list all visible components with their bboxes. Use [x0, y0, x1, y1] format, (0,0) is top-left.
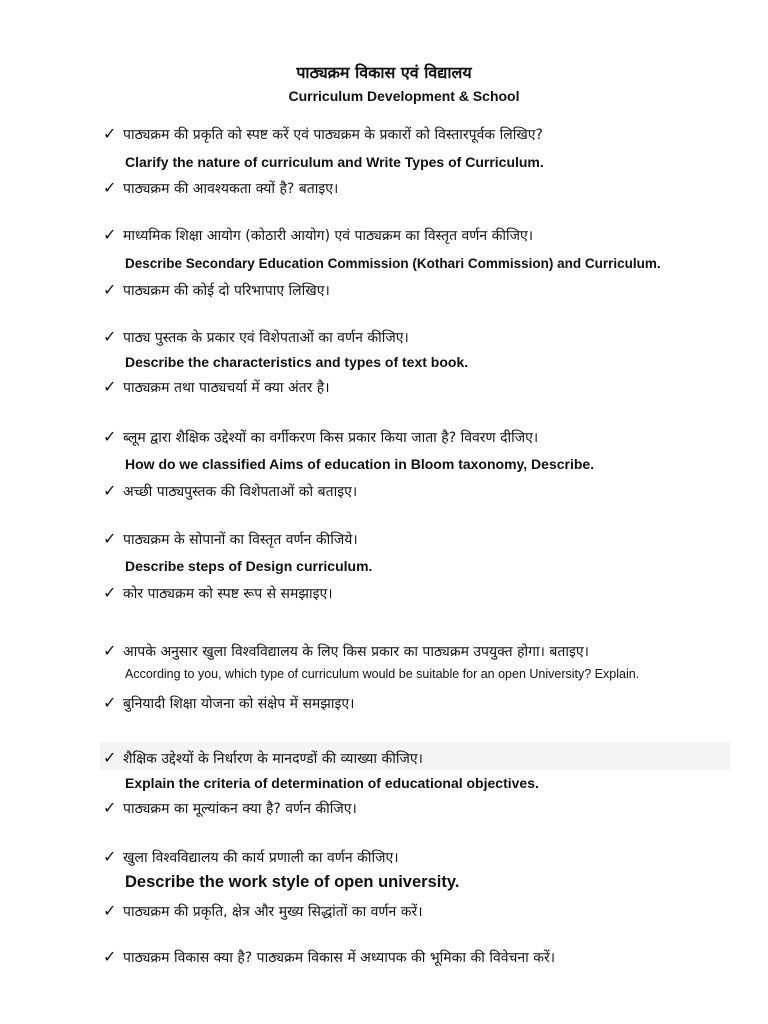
check-icon: ✓ — [103, 901, 117, 920]
check-icon: ✓ — [103, 327, 117, 346]
question-english: Clarify the nature of curriculum and Write Types of Curriculum. — [125, 154, 544, 170]
check-icon: ✓ — [103, 225, 117, 244]
check-icon: ✓ — [103, 641, 117, 660]
question-english: According to you, which type of curriculum would be suitable for an open University? Explain. — [125, 667, 640, 681]
question-hindi: आपके अनुसार खुला विश्वविद्यालय के लिए किस प्रकार का पाठ्यक्रम उपयुक्त होगा। बताइए। — [123, 644, 589, 660]
question-item — [103, 528, 748, 551]
check-icon: ✓ — [103, 124, 117, 143]
check-icon: ✓ — [103, 947, 117, 966]
question-item — [103, 279, 748, 302]
check-icon: ✓ — [103, 529, 117, 548]
check-icon: ✓ — [103, 748, 117, 767]
question-english: Describe the characteristics and types of text book. — [125, 354, 469, 370]
question-hindi: पाठ्य पुस्तक के प्रकार एवं विशेपताओं का वर्णन कीजिए। — [123, 330, 409, 346]
question-item — [103, 846, 748, 869]
question-hindi: पाठ्यक्रम की प्रकृति, क्षेत्र और मुख्य सिद्धांतों का वर्णन करें। — [123, 904, 423, 920]
question-hindi: ब्लूम द्वारा शैक्षिक उद्देश्यों का वर्गीकरण किस प्रकार किया जाता है? विवरण दीजिए। — [123, 430, 539, 446]
question-item — [103, 946, 748, 969]
question-item — [103, 692, 748, 715]
question-hindi: माध्यमिक शिक्षा आयोग (कोठारी आयोग) एवं पाठ्यक्रम का विस्तृत वर्णन कीजिए। — [123, 228, 534, 244]
question-hindi: बुनियादी शिक्षा योजना को संक्षेप में समझाइए। — [123, 696, 355, 712]
question-item — [103, 900, 748, 923]
question-hindi: पाठ्यक्रम तथा पाठ्यचर्या में क्या अंतर है। — [123, 380, 330, 396]
question-hindi: अच्छी पाठ्यपुस्तक की विशेपताओं को बताइए। — [123, 484, 358, 500]
question-hindi: पाठ्यक्रम की प्रकृति को स्पष्ट करें एवं पाठ्यक्रम के प्रकारों को विस्तारपूर्वक लिखिए? — [123, 127, 543, 143]
question-hindi: शैक्षिक उद्देश्यों के निर्धारण के मानदण्डों की व्याख्या कीजिए। — [123, 751, 423, 767]
question-hindi: पाठ्यक्रम विकास क्या है? पाठ्यक्रम विकास में अध्यापक की भूमिका की विवेचना करें। — [123, 950, 556, 966]
question-item — [103, 480, 748, 503]
question-item — [103, 426, 748, 449]
question-english: How do we classified Aims of education in Bloom taxonomy, Describe. — [125, 456, 595, 472]
question-item — [103, 582, 748, 605]
check-icon: ✓ — [103, 693, 117, 712]
question-item — [103, 747, 748, 770]
question-english: Describe Secondary Education Commission (Kothari Commission) and Curriculum. — [125, 256, 661, 271]
question-hindi: कोर पाठ्यक्रम को स्पष्ट रूप से समझाइए। — [123, 586, 333, 602]
question-english: Explain the criteria of determination of educational objectives. — [125, 775, 539, 791]
question-item — [103, 640, 748, 663]
question-hindi: पाठ्यक्रम की कोई दो परिभापाए लिखिए। — [123, 283, 330, 299]
question-item — [103, 224, 748, 247]
check-icon: ✓ — [103, 583, 117, 602]
question-hindi: पाठ्यक्रम के सोपानों का विस्तृत वर्णन कीजिये। — [123, 532, 358, 548]
question-item — [103, 123, 748, 146]
question-english: Describe steps of Design curriculum. — [125, 558, 373, 574]
question-hindi: पाठ्यक्रम का मूल्यांकन क्या है? वर्णन कीजिए। — [123, 801, 357, 817]
check-icon: ✓ — [103, 178, 117, 197]
check-icon: ✓ — [103, 481, 117, 500]
question-item — [103, 376, 748, 399]
question-english: Describe the work style of open university. — [125, 873, 460, 891]
check-icon: ✓ — [103, 280, 117, 299]
question-item — [103, 797, 748, 820]
question-hindi: पाठ्यक्रम की आवश्यकता क्यों है? बताइए। — [123, 181, 339, 197]
question-item — [103, 326, 748, 349]
page-title-hindi: पाठ्यक्रम विकास एवं विद्यालय — [296, 63, 472, 82]
page-title-english: Curriculum Development & School — [288, 88, 520, 104]
check-icon: ✓ — [103, 427, 117, 446]
check-icon: ✓ — [103, 847, 117, 866]
check-icon: ✓ — [103, 377, 117, 396]
question-item — [103, 177, 748, 200]
question-hindi: खुला विश्वविद्यालय की कार्य प्रणाली का वर्णन कीजिए। — [123, 850, 399, 866]
check-icon: ✓ — [103, 798, 117, 817]
